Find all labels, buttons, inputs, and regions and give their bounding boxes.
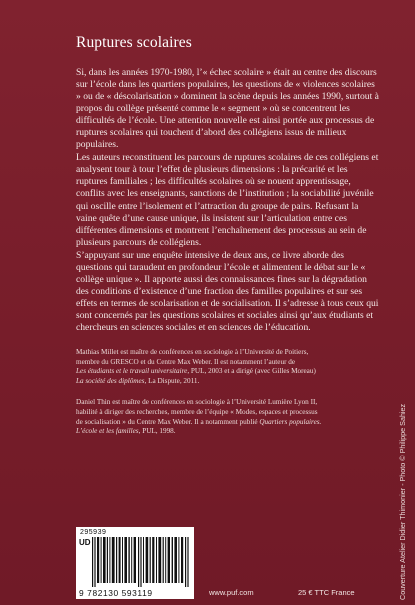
back-cover-text xyxy=(76,34,380,449)
author-bio-thin: Daniel Thin est maître de conférences en sociologie à l’Université Lumière Lyon II, habilité à diriger des recherches, membre de l’équipe « Modes, espaces et processus de socialisation » du Centre Max Weber. Il a notamment publié Quartiers populaires. L’école et les familles, PUL, 1998. xyxy=(76,398,322,436)
author-bio-millet: Mathias Millet est maître de conférences en sociologie à l’Université de Poitiers, membre du GRESCO et du Centre Max Weber. Il est notamment l’auteur de Les étudiants et le travail universitaire, PUL, 2003 et a dirigé (avec Gilles Moreau) La société des diplômes, La Dispute, 2011. xyxy=(76,348,316,385)
barcode-prefix: UD xyxy=(79,538,91,547)
summary-paragraph-3: S’appuyant sur une enquête intensive de deux ans, ce livre aborde des questions qui taraudent en profondeur l’école et alimentent le débat sur le « collège unique ». Il apporte aussi des connaissances fines sur la dégradation des conditions d’existence d’une fraction des familles populaires et sur ses effets en termes de scolarisation et de socialisation. Il s’adresse à tous ceux qui sont concernés par les questions scolaires et sociales ainsi qu’aux étudiants et chercheurs en sciences sociales et en sciences de l’éducation. xyxy=(76,249,379,333)
barcode-label xyxy=(76,527,194,599)
summary-paragraph-1: Si, dans les années 1970-1980, l’« échec scolaire » était au centre des discours sur l’école dans les quartiers populaires, les questions de « violences scolaires » ou de « déscolarisation » dominent la scène depuis les années 1990, surtout à propos du collège présenté comme le « segment » où se concentrent les difficultés de l’école. Une attention nouvelle est ainsi portée aux processus de ruptures scolaires qui touchent d’abord des collégiens issus de milieux populaires. xyxy=(76,67,379,151)
barcode-area xyxy=(76,527,196,603)
publisher-url[interactable]: www.puf.com xyxy=(209,588,254,597)
cover-credit: Couverture Atelier Didier Thimonier - Photo © Philippe Sahiez xyxy=(398,403,407,600)
book-title: Ruptures scolaires xyxy=(76,34,192,51)
summary-paragraph-2: Les auteurs reconstituent les parcours de ruptures scolaires de ces collégiens et analysent tour à tour l’effet de plusieurs dimensions : la précarité et les ruptures familiales ; les difficultés scolaires où se nouent apprentissage, conflits avec les enseignants, sanctions de l’institution ; la sociabilité juvénile qui oscille entre l’isolement et l’attraction du groupe de pairs. Refusant la vaine quête d’une cause unique, ils insistent sur l’articulation entre ces différentes dimensions et montrent l’enchaînement des processus au sein de plusieurs parcours de collégiens. xyxy=(76,152,379,248)
price-label: 25 € TTC France xyxy=(298,588,355,597)
author-bios xyxy=(76,348,380,437)
barcode-small-code: 295939 xyxy=(80,529,107,536)
isbn-digits: 9 782130 593119 xyxy=(79,588,153,598)
barcode-bars xyxy=(92,537,190,587)
